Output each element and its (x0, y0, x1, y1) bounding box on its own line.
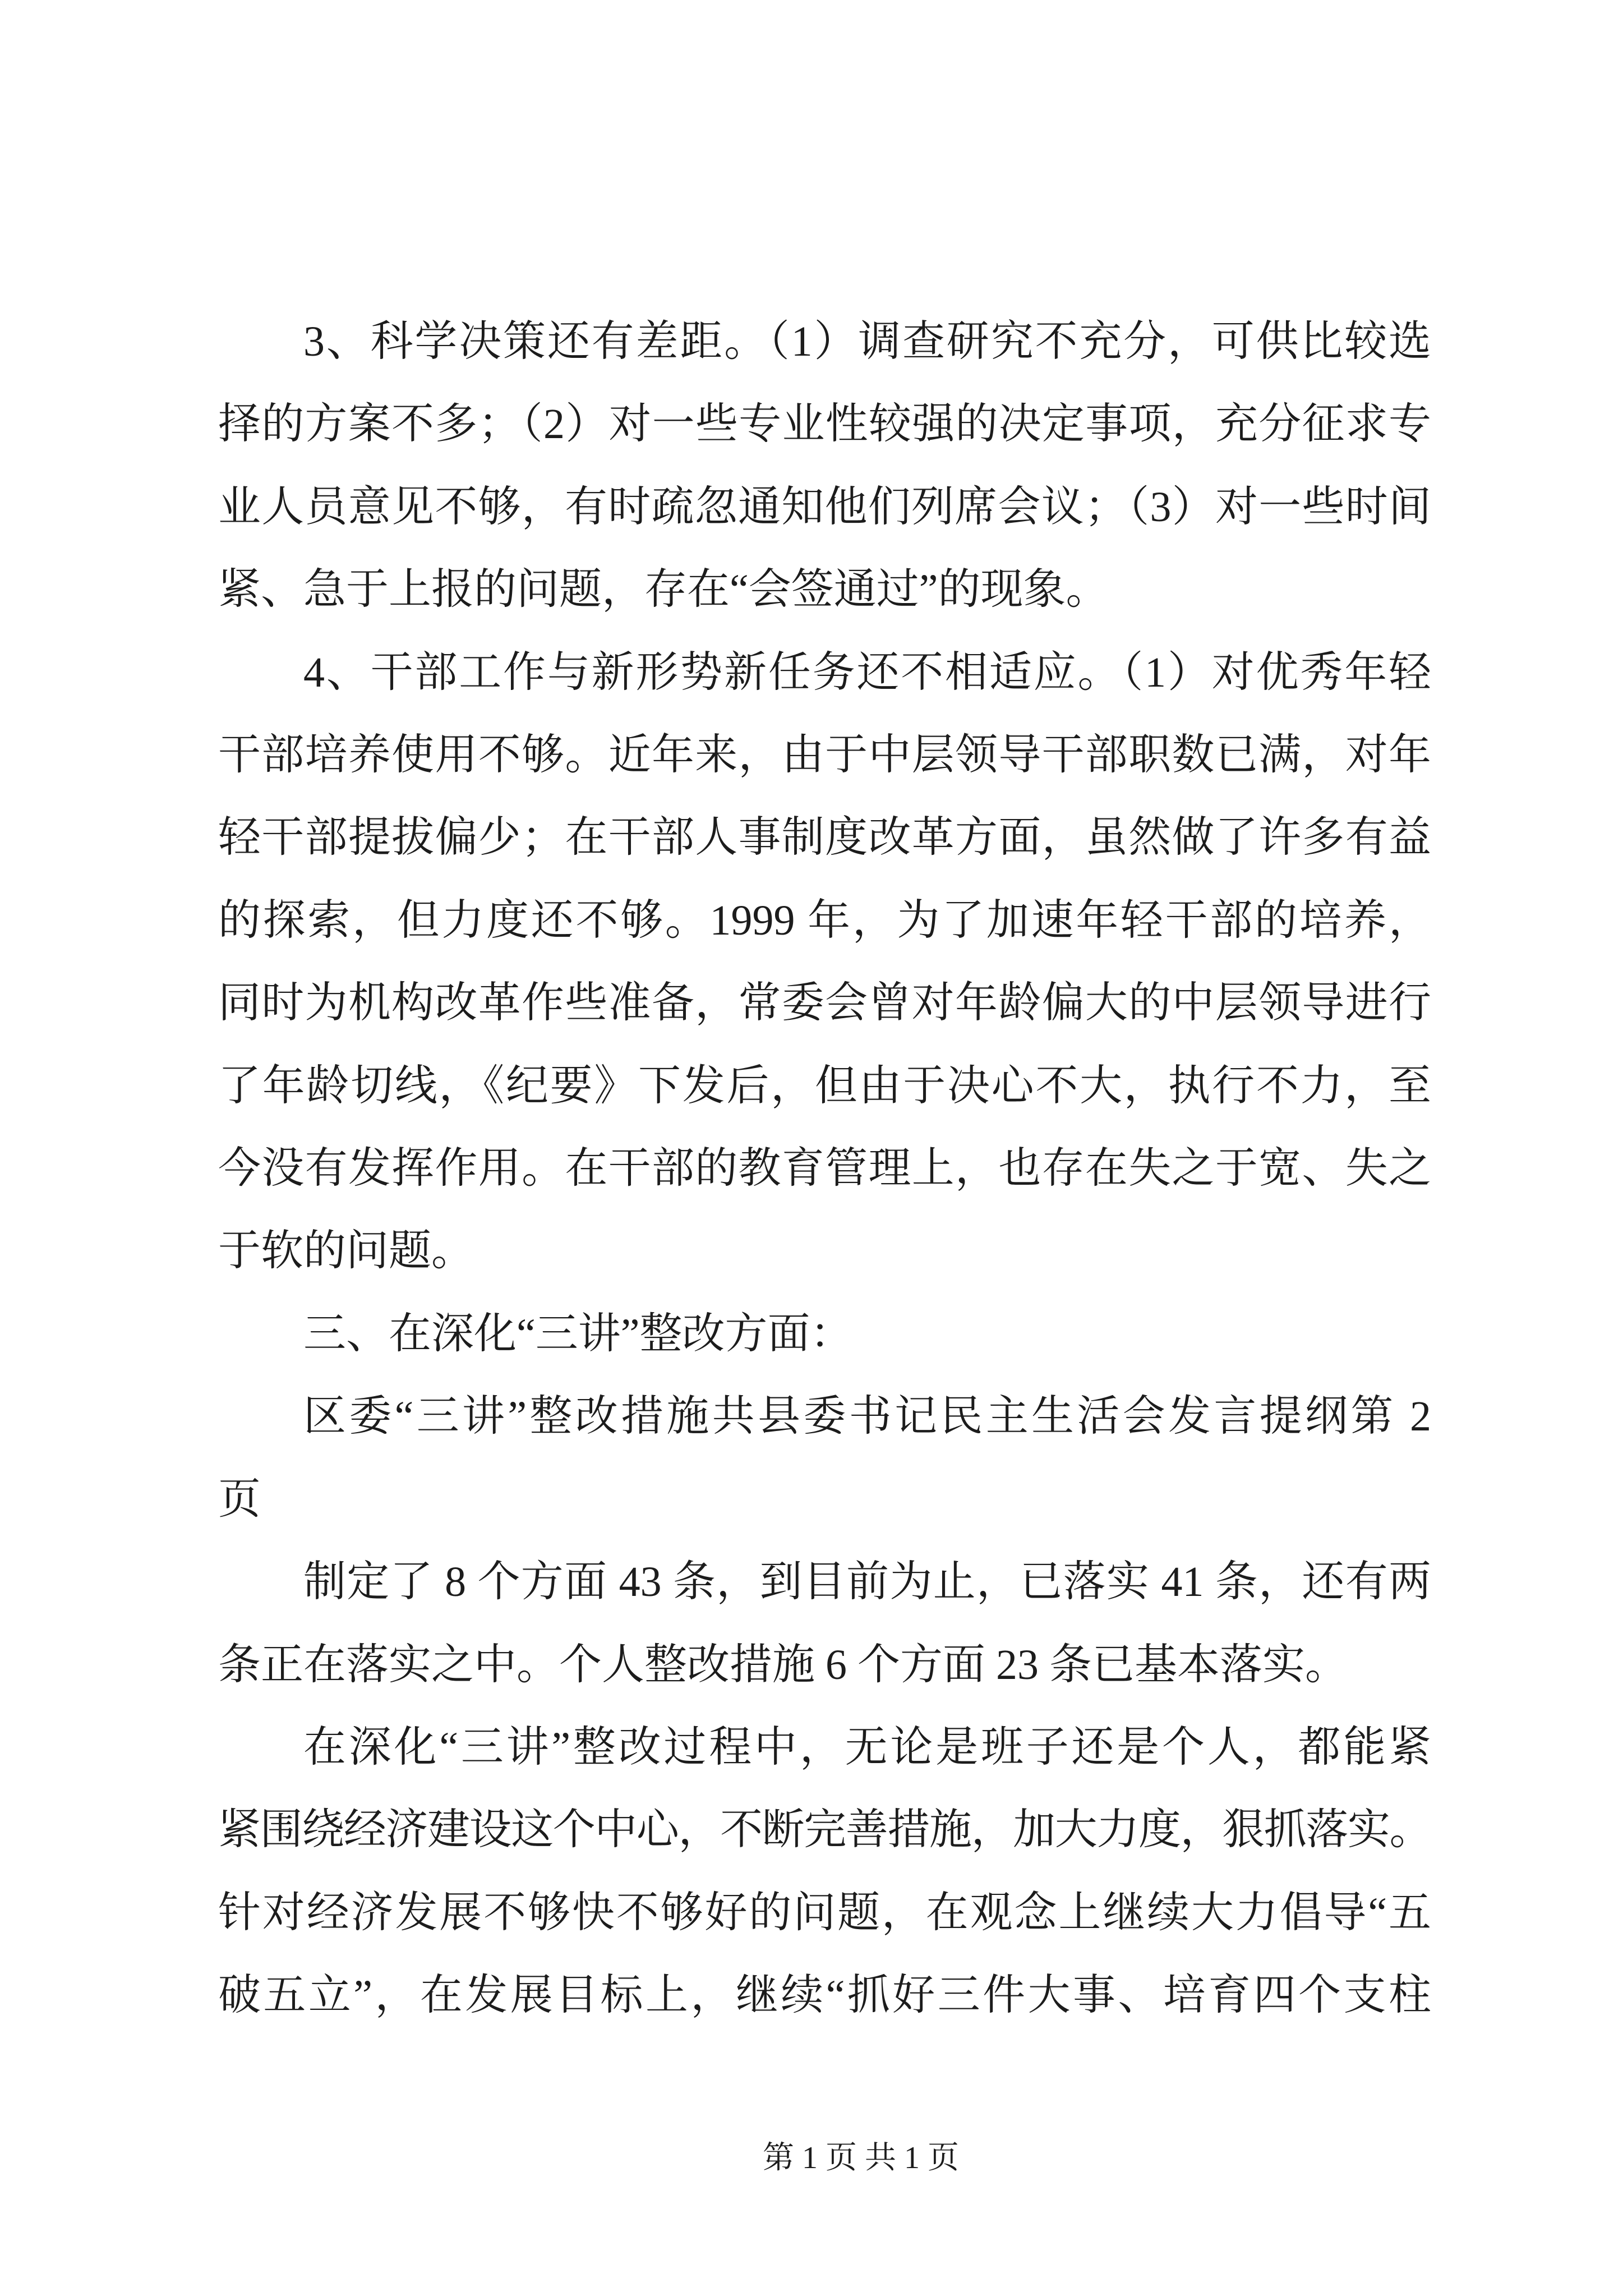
text-line: 4、干部工作与新形势新任务还不相适应。（1）对优秀年轻 (303, 648, 1431, 696)
text-line: 今没有发挥作用。在干部的教育管理上，也存在失之于宽、失之 (218, 1145, 1431, 1193)
section-heading (218, 1293, 1431, 1375)
text-line: 轻干部提拔偏少；在干部人事制度改革方面，虽然做了许多有益 (218, 814, 1431, 862)
text-line: 择的方案不多；（2）对一些专业性较强的决定事项，充分征求专 (218, 401, 1431, 448)
page-number-footer: 第 1 页 共 1 页 (763, 2141, 959, 2175)
paragraph (218, 632, 1431, 1293)
paragraph (218, 1706, 1431, 2037)
text-line: 同时为机构改革作些准备，常委会曾对年龄偏大的中层领导进行 (218, 979, 1431, 1027)
paragraph (218, 1375, 1431, 1541)
text-line: 于软的问题。 (218, 1227, 474, 1275)
text-line: 的探索，但力度还不够。1999 年，为了加速年轻干部的培养， (218, 896, 1431, 944)
text-line: 了年龄切线，《纪要》下发后，但由于决心不大，执行不力，至 (218, 1062, 1431, 1110)
text-line: 破五立”，在发展目标上，继续“抓好三件大事、培育四个支柱 (218, 1972, 1431, 2019)
text-line: 业人员意见不够，有时疏忽通知他们列席会议；（3）对一些时间 (218, 483, 1431, 531)
text-line: 区委“三讲”整改措施共县委书记民主生活会发言提纲第 2 (303, 1393, 1431, 1441)
text-line: 制定了 8 个方面 43 条，到目前为止，已落实 41 条，还有两 (303, 1558, 1431, 1606)
text-line: 针对经济发展不够快不够好的问题，在观念上继续大力倡导“五 (218, 1889, 1431, 1936)
text-line: 紧围绕经济建设这个中心，不断完善措施，加大力度，狠抓落实。 (218, 1806, 1431, 1854)
text-line: 在深化“三讲”整改过程中，无论是班子还是个人，都能紧 (303, 1723, 1431, 1771)
text-line: 干部培养使用不够。近年来，由于中层领导干部职数已满，对年 (218, 731, 1431, 779)
document-body (218, 301, 1431, 2037)
text-line: 三、在深化“三讲”整改方面： (303, 1310, 853, 1358)
paragraph (218, 1541, 1431, 1706)
text-line: 3、科学决策还有差距。（1）调查研究不充分，可供比较选 (303, 318, 1431, 365)
text-line: 条正在落实之中。个人整改措施 6 个方面 23 条已基本落实。 (218, 1641, 1348, 1688)
text-line: 页 (218, 1475, 261, 1523)
paragraph (218, 301, 1431, 632)
text-line: 紧、急于上报的问题，存在“会签通过”的现象。 (218, 566, 1109, 614)
